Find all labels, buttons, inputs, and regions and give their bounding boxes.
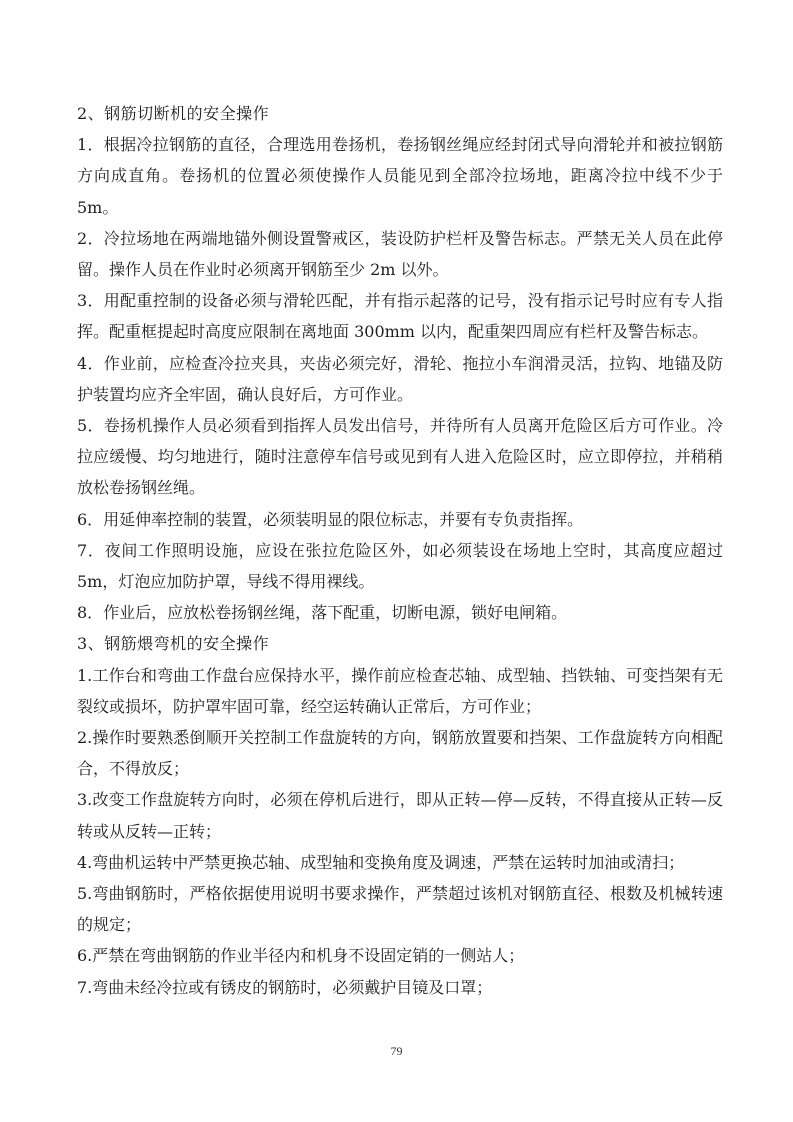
bending-item-4: 4.弯曲机运转中严禁更换芯轴、成型轴和变换角度及调速，严禁在运转时加油或清扫； bbox=[77, 852, 685, 872]
section-heading-cutting-machine: 2、钢筋切断机的安全操作 bbox=[77, 104, 270, 123]
cutting-item-3: 3．用配重控制的设备必须与滑轮匹配，并有指示起落的记号，没有指示记号时应有专人指挥。配重框提起时高度应限制在离地面 300mm 以内，配重架四周应有栏杆及警告标志。 bbox=[77, 291, 723, 342]
cutting-item-8: 8．作业后，应放松卷扬钢丝绳，落下配重，切断电源，锁好电闸箱。 bbox=[77, 603, 568, 623]
bending-item-1: 1.工作台和弯曲工作盘台应保持水平，操作前应检查芯轴、成型轴、挡铁轴、可变挡架有无裂纹或损坏，防护罩牢固可靠，经空运转确认正常后，方可作业； bbox=[77, 665, 723, 716]
cutting-item-6: 6．用延伸率控制的装置，必须装明显的限位标志，并要有专负责指挥。 bbox=[77, 509, 584, 529]
section-heading-bending-machine: 3、钢筋煨弯机的安全操作 bbox=[77, 634, 270, 654]
cutting-item-1: 1．根据冷拉钢筋的直径，合理选用卷扬机，卷扬钢丝绳应经封闭式导向滑轮并和被拉钢筋方向成直角。卷扬机的位置必须使操作人员能见到全部冷拉场地，距离冷拉中线不少于 5m。 bbox=[77, 135, 723, 217]
bending-item-3: 3.改变工作盘旋转方向时，必须在停机后进行，即从正转—停—反转，不得直接从正转—反转或从反转—正转； bbox=[77, 790, 723, 841]
cutting-item-7: 7．夜间工作照明设施，应设在张拉危险区外，如必须装设在场地上空时，其高度应超过 5m，灯泡应加防护罩，导线不得用裸线。 bbox=[77, 540, 723, 592]
cutting-item-5: 5．卷扬机操作人员必须看到指挥人员发出信号，并待所有人员离开危险区后方可作业。冷拉应缓慢、均匀地进行，随时注意停车信号或见到有人进入危险区时，应立即停拉，并稍稍放松卷扬钢丝绳。 bbox=[77, 416, 723, 498]
cutting-item-2: 2．冷拉场地在两端地锚外侧设置警戒区，装设防护栏杆及警告标志。严禁无关人员在此停留。操作人员在作业时必须离开钢筋至少 2m 以外。 bbox=[77, 228, 723, 280]
page-number: 79 bbox=[390, 1044, 403, 1058]
bending-item-2: 2.操作时要熟悉倒顺开关控制工作盘旋转的方向，钢筋放置要和挡架、工作盘旋转方向相配合，不得放反； bbox=[77, 728, 723, 779]
bending-item-6: 6.严禁在弯曲钢筋的作业半径内和机身不设固定销的一侧站人； bbox=[77, 946, 525, 966]
document-body bbox=[77, 98, 723, 1003]
cutting-item-4: 4．作业前，应检查冷拉夹具，夹齿必须完好，滑轮、拖拉小车润滑灵活，拉钩、地锚及防护装置均应齐全牢固，确认良好后，方可作业。 bbox=[77, 353, 723, 404]
bending-item-7: 7.弯曲未经冷拉或有锈皮的钢筋时，必须戴护目镜及口罩； bbox=[77, 977, 493, 997]
bending-item-5: 5.弯曲钢筋时，严格依据使用说明书要求操作，严禁超过该机对钢筋直径、根数及机械转速的规定； bbox=[77, 884, 723, 935]
